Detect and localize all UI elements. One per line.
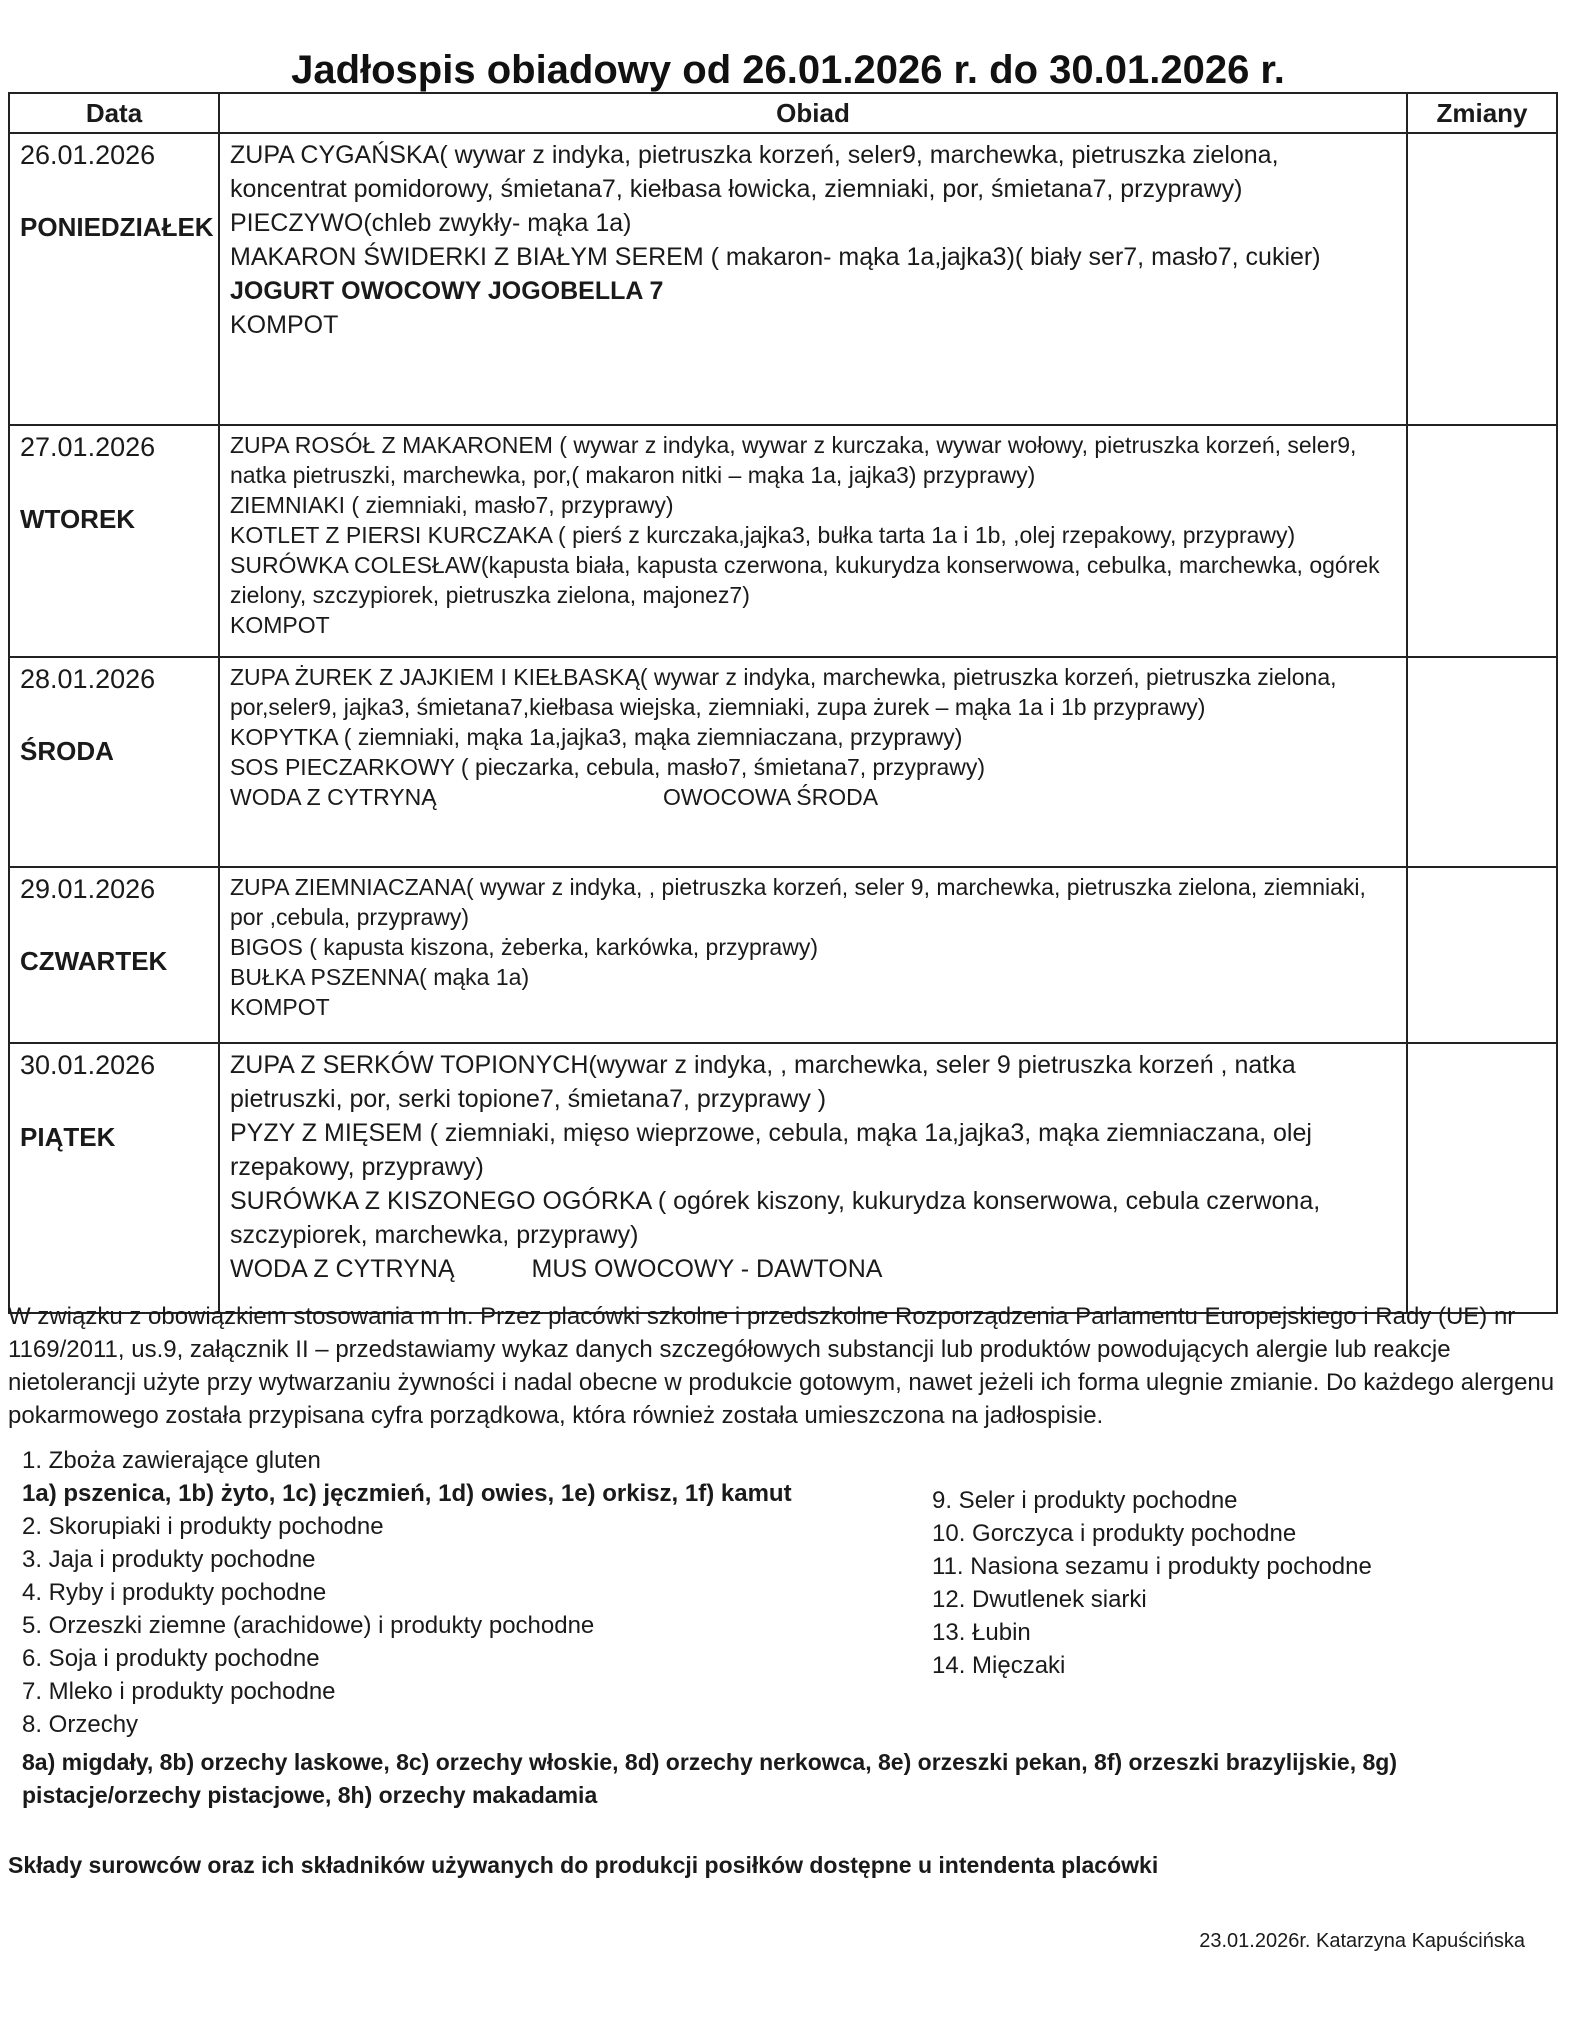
dish-cell: [219, 133, 1407, 425]
allergen-subitem: 1a) pszenica, 1b) żyto, 1c) jęczmień, 1d) owies, 1e) orkisz, 1f) kamut: [22, 1480, 792, 1507]
allergen-notice: W związku z obowiązkiem stosowania m In. Przez placówki szkolne i przedszkolne Rozporządzenia Parlamentu Europejskiego i Rady (UE) nr 1169/2011, us.9, załącznik II – przedstawiamy wykaz danych szczegółowych substancji lub produktów powodujących alergie lub reakcje nietolerancji użyte przy wytwarzaniu żywności i nadal obecne w produkcie gotowym, nawet jeżeli ich forma ulegnie zmianie. Do każdego alergenu pokarmowego została przypisana cyfra porządkowa, która również została umieszczona na jadłospisie.: [8, 1303, 1555, 1429]
allergen-item: 10. Gorczyca i produkty pochodne: [932, 1520, 1297, 1547]
dish-cell: [219, 657, 1407, 867]
row-day: CZWARTEK: [20, 946, 168, 976]
dish-item: ZUPA ROSÓŁ Z MAKARONEM ( wywar z indyka, wywar z kurczaka, wywar wołowy, pietruszka korzeń, seler9, natka pietruszki, marchewka, por,( makaron nitki – mąka 1a, jajka3) przyprawy): [230, 432, 1357, 488]
date-cell: [9, 657, 219, 867]
row-date: 27.01.2026: [20, 432, 156, 462]
dish-drink: WODA Z CYTRYNĄ: [230, 1255, 455, 1283]
allergen-item: 6. Soja i produkty pochodne: [22, 1645, 320, 1672]
dish-item: BUŁKA PSZENNA( mąka 1a): [230, 964, 530, 990]
dish-item: KOMPOT: [230, 612, 330, 638]
dish-item: [230, 782, 1396, 812]
allergen-item: 14. Mięczaki: [932, 1652, 1066, 1679]
row-day: PIĄTEK: [20, 1122, 116, 1152]
dish-item: PIECZYWO(chleb zwykły- mąka 1a): [230, 209, 632, 237]
row-day: PONIEDZIAŁEK: [20, 212, 214, 242]
table-row: [9, 425, 1557, 657]
row-date: 28.01.2026: [20, 664, 156, 694]
dish-item: SURÓWKA COLESŁAW(kapusta biała, kapusta czerwona, kukurydza konserwowa, cebulka, marchewka, ogórek zielony, szczypiorek, pietruszka zielona, majonez7): [230, 552, 1380, 608]
dish-item: KOPYTKA ( ziemniaki, mąka 1a,jajka3, mąka ziemniaczana, przyprawy): [230, 724, 963, 750]
header-changes: Zmiany: [1407, 93, 1557, 133]
dish-item: ZUPA ŻUREK Z JAJKIEM I KIEŁBASKĄ( wywar z indyka, marchewka, pietruszka korzeń, pietruszka zielona, por,seler9, jajka3, śmietana7,kiełbasa wiejska, ziemniaki, zupa żurek – mąka 1a i 1b przyprawy): [230, 664, 1337, 720]
changes-cell: [1407, 867, 1557, 1043]
dish-item: SOS PIECZARKOWY ( pieczarka, cebula, masło7, śmietana7, przyprawy): [230, 754, 986, 780]
allergen-item: 9. Seler i produkty pochodne: [932, 1487, 1238, 1514]
dish-item: SURÓWKA Z KISZONEGO OGÓRKA ( ogórek kiszony, kukurydza konserwowa, cebula czerwona, szczypiorek, marchewka, przyprawy): [230, 1187, 1321, 1249]
dish-dessert: MUS OWOCOWY - DAWTONA: [531, 1255, 883, 1283]
allergen-item: 3. Jaja i produkty pochodne: [22, 1546, 316, 1573]
row-day: ŚRODA: [20, 736, 114, 766]
allergen-item: 2. Skorupiaki i produkty pochodne: [22, 1513, 384, 1540]
signature: 23.01.2026r. Katarzyna Kapuścińska: [1199, 1930, 1525, 1952]
row-date: 29.01.2026: [20, 874, 156, 904]
dish-item: ZIEMNIAKI ( ziemniaki, masło7, przyprawy): [230, 492, 674, 518]
dish-fruit-day: OWOCOWA ŚRODA: [663, 784, 879, 810]
dish-item: ZUPA CYGAŃSKA( wywar z indyka, pietruszka korzeń, seler9, marchewka, pietruszka zielona, koncentrat pomidorowy, śmietana7, kiełbasa łowicka, ziemniaki, por, śmietana7, przyprawy): [230, 141, 1279, 203]
dish-item: MAKARON ŚWIDERKI Z BIAŁYM SEREM ( makaron- mąka 1a,jajka3)( biały ser7, masło7, cukier): [230, 243, 1321, 271]
allergen-list: [8, 1444, 1568, 1824]
dish-item: KOMPOT: [230, 311, 339, 339]
table-header-row: [9, 93, 1557, 133]
allergen-item: 12. Dwutlenek siarki: [932, 1586, 1147, 1613]
allergen-item: 8. Orzechy: [22, 1711, 139, 1738]
dish-item: KOMPOT: [230, 994, 330, 1020]
dish-cell: [219, 425, 1407, 657]
changes-cell: [1407, 1043, 1557, 1313]
page-title: Jadłospis obiadowy od 26.01.2026 r. do 30.01.2026 r.: [291, 48, 1285, 92]
allergen-item: 5. Orzeszki ziemne (arachidowe) i produkty pochodne: [22, 1612, 595, 1639]
dish-item: [230, 1252, 1396, 1286]
allergen-list-left: [22, 1444, 1022, 1741]
table-row: [9, 133, 1557, 425]
dish-item: PYZY Z MIĘSEM ( ziemniaki, mięso wieprzowe, cebula, mąka 1a,jajka3, mąka ziemniaczana, olej rzepakowy, przyprawy): [230, 1119, 1312, 1181]
allergen-item: 13. Łubin: [932, 1619, 1031, 1646]
changes-cell: [1407, 133, 1557, 425]
row-date: 26.01.2026: [20, 140, 156, 170]
date-cell: [9, 1043, 219, 1313]
ingredients-note: Składy surowców oraz ich składników używanych do produkcji posiłków dostępne u intendenta placówki: [8, 1852, 1159, 1878]
row-day: WTOREK: [20, 504, 136, 534]
allergen-item: 1. Zboża zawierające gluten: [22, 1447, 321, 1474]
dish-cell: [219, 867, 1407, 1043]
changes-cell: [1407, 425, 1557, 657]
dish-item: BIGOS ( kapusta kiszona, żeberka, karkówka, przyprawy): [230, 934, 818, 960]
table-row: [9, 867, 1557, 1043]
table-row: [9, 657, 1557, 867]
menu-table: [8, 92, 1558, 1314]
allergen-list-right: [932, 1484, 1532, 1682]
dish-drink: WODA Z CYTRYNĄ: [230, 784, 437, 810]
date-cell: [9, 133, 219, 425]
row-date: 30.01.2026: [20, 1050, 156, 1080]
allergen-nuts: 8a) migdały, 8b) orzechy laskowe, 8c) orzechy włoskie, 8d) orzechy nerkowca, 8e) orzeszki pekan, 8f) orzeszki brazylijskie, 8g) pistacje/orzechy pistacjowe, 8h) orzechy makadamia: [22, 1749, 1398, 1808]
dish-item: KOTLET Z PIERSI KURCZAKA ( pierś z kurczaka,jajka3, bułka tarta 1a i 1b, ,olej rzepakowy, przyprawy): [230, 522, 1296, 548]
header-date: Data: [9, 93, 219, 133]
changes-cell: [1407, 657, 1557, 867]
date-cell: [9, 425, 219, 657]
dish-item: ZUPA ZIEMNIACZANA( wywar z indyka, , pietruszka korzeń, seler 9, marchewka, pietruszka zielona, ziemniaki, por ,cebula, przyprawy): [230, 874, 1366, 930]
table-row: [9, 1043, 1557, 1313]
dish-item: ZUPA Z SERKÓW TOPIONYCH(wywar z indyka, , marchewka, seler 9 pietruszka korzeń , natka pietruszki, por, serki topione7, śmietana7, przyprawy ): [230, 1051, 1296, 1113]
dish-item: JOGURT OWOCOWY JOGOBELLA 7: [230, 277, 664, 305]
date-cell: [9, 867, 219, 1043]
allergen-item: 11. Nasiona sezamu i produkty pochodne: [932, 1553, 1372, 1580]
dish-cell: [219, 1043, 1407, 1313]
header-dish: Obiad: [219, 93, 1407, 133]
allergen-item: 4. Ryby i produkty pochodne: [22, 1579, 327, 1606]
allergen-item: 7. Mleko i produkty pochodne: [22, 1678, 336, 1705]
